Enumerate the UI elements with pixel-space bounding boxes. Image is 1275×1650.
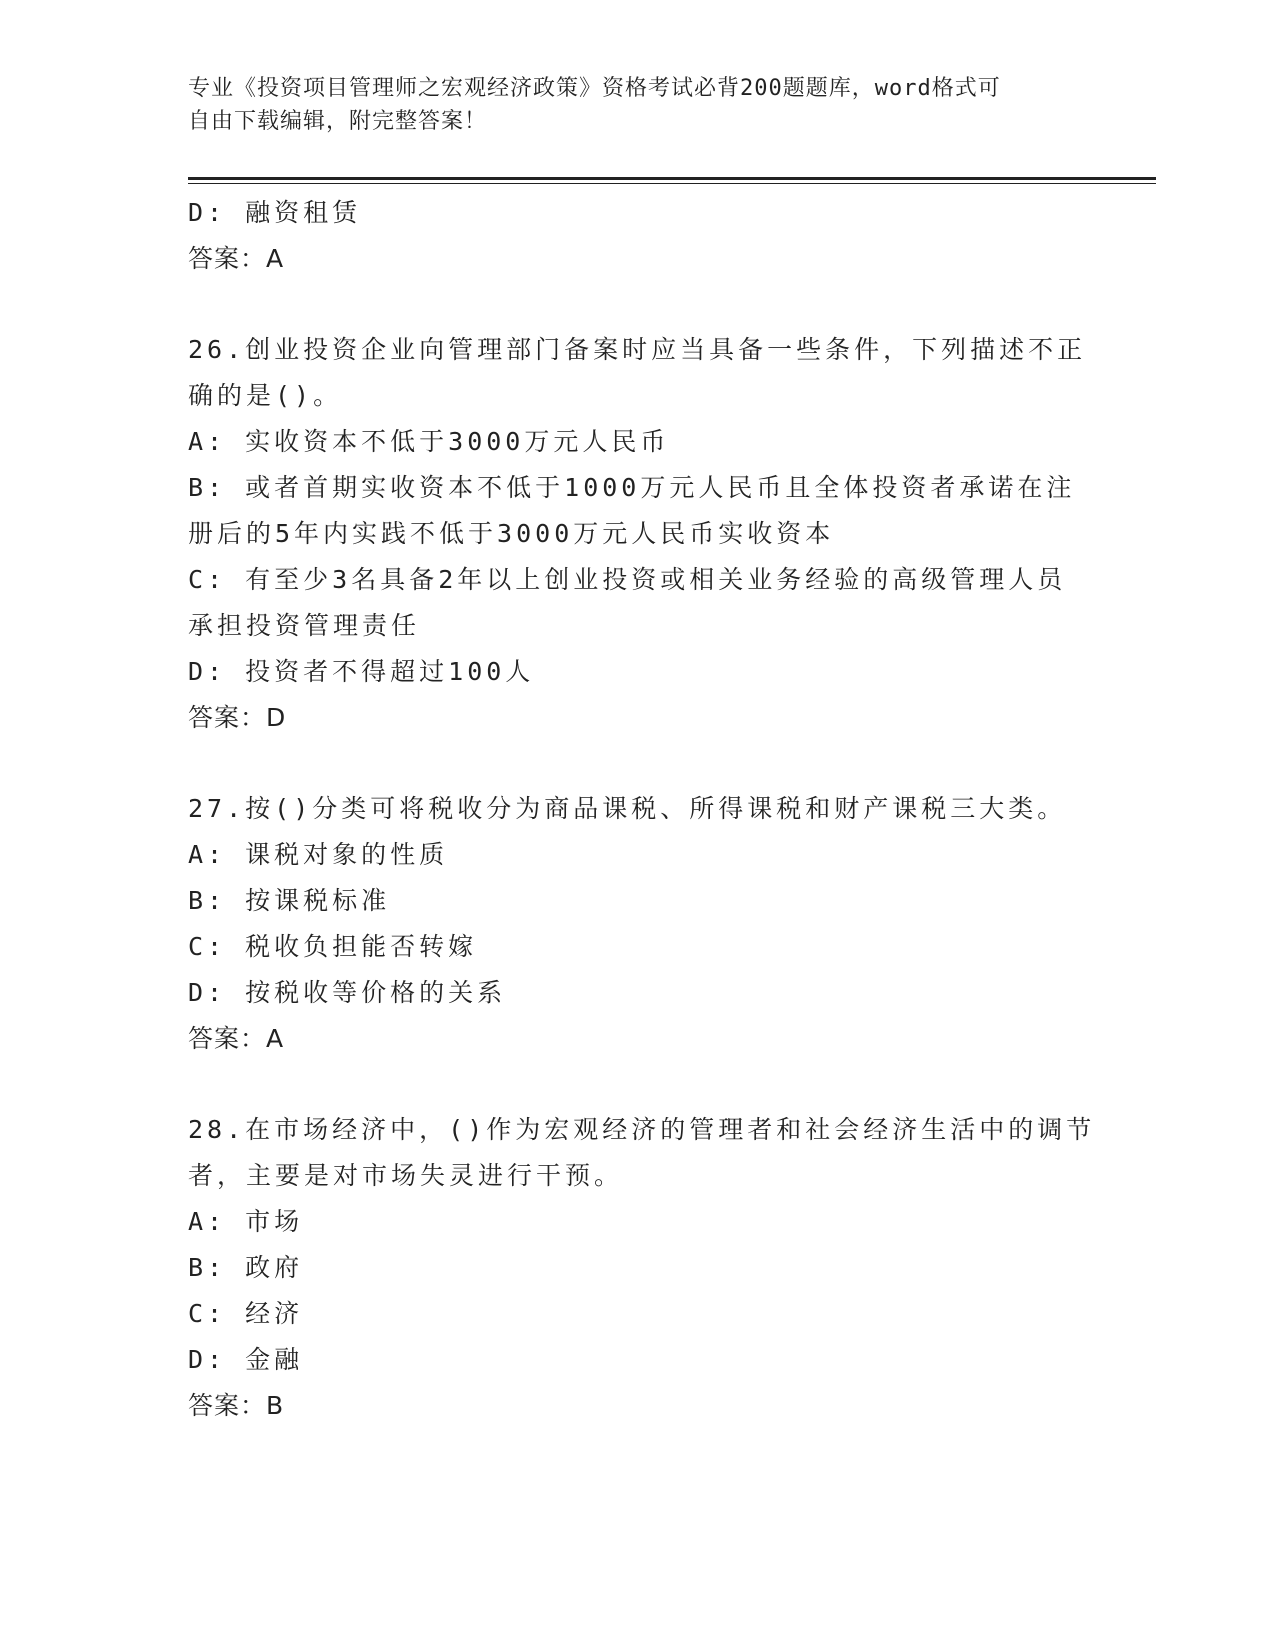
option-d: D: 融资租赁 bbox=[188, 198, 362, 227]
option-c: C: 税收负担能否转嫁 bbox=[188, 932, 478, 961]
question-stem-line: 27.按()分类可将税收分为商品课税、所得课税和财产课税三大类。 bbox=[188, 794, 1067, 823]
question-26 bbox=[188, 327, 1088, 741]
header-line-2: 自由下载编辑，附完整答案！ bbox=[188, 109, 488, 134]
option-a: A: 实收资本不低于3000万元人民币 bbox=[188, 427, 670, 456]
question-27 bbox=[188, 786, 1088, 1062]
question-stem-line: 28.在市场经济中，()作为宏观经济的管理者和社会经济生活中的调节 bbox=[188, 1115, 1096, 1144]
question-spacer bbox=[188, 282, 1088, 327]
option-d: D: 按税收等价格的关系 bbox=[188, 978, 507, 1007]
option-c-continued: 承担投资管理责任 bbox=[188, 611, 421, 640]
option-a: A: 市场 bbox=[188, 1207, 304, 1236]
document-header bbox=[188, 72, 1068, 138]
header-divider-thin bbox=[188, 183, 1156, 184]
question-28 bbox=[188, 1107, 1096, 1429]
answer-line: 答案：A bbox=[188, 1024, 285, 1053]
answer-line: 答案：D bbox=[188, 703, 287, 732]
option-a: A: 课税对象的性质 bbox=[188, 840, 449, 869]
option-d: D: 投资者不得超过100人 bbox=[188, 657, 535, 686]
question-25-continuation bbox=[188, 190, 1088, 282]
question-spacer bbox=[188, 1062, 1088, 1107]
option-c: C: 经济 bbox=[188, 1299, 304, 1328]
header-divider-thick bbox=[188, 177, 1156, 180]
option-b: B: 政府 bbox=[188, 1253, 304, 1282]
option-b: B: 或者首期实收资本不低于1000万元人民币且全体投资者承诺在注 bbox=[188, 473, 1076, 502]
answer-line: 答案：A bbox=[188, 244, 285, 273]
answer-line: 答案：B bbox=[188, 1391, 285, 1420]
header-line-1: 专业《投资项目管理师之宏观经济政策》资格考试必背200题题库，word格式可 bbox=[188, 76, 1001, 101]
option-d: D: 金融 bbox=[188, 1345, 304, 1374]
option-c: C: 有至少3名具备2年以上创业投资或相关业务经验的高级管理人员 bbox=[188, 565, 1067, 594]
option-b-continued: 册后的5年内实践不低于3000万元人民币实收资本 bbox=[188, 519, 835, 548]
question-stem-line: 者，主要是对市场失灵进行干预。 bbox=[188, 1161, 624, 1190]
question-spacer bbox=[188, 741, 1088, 786]
document-body bbox=[188, 190, 1096, 1429]
option-b: B: 按课税标准 bbox=[188, 886, 391, 915]
question-stem-line: 确的是()。 bbox=[188, 381, 343, 410]
question-stem-line: 26.创业投资企业向管理部门备案时应当具备一些条件，下列描述不正 bbox=[188, 335, 1087, 364]
